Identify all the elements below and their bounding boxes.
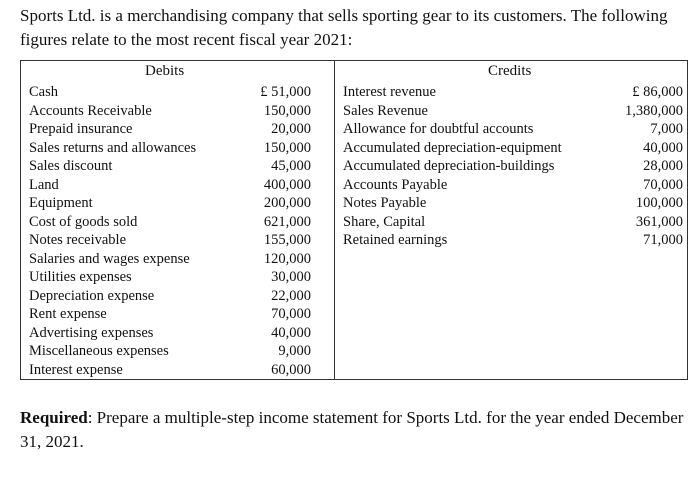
credit-accounts-list: [343, 83, 683, 250]
debit-row: [29, 176, 311, 195]
account-name: Prepaid insurance: [29, 121, 133, 137]
debit-row: [29, 287, 311, 306]
account-amount: £ 86,000: [632, 84, 683, 100]
debit-row: [29, 231, 311, 250]
account-name: Interest revenue: [343, 84, 436, 100]
credit-row: [343, 120, 683, 139]
debit-row: [29, 324, 311, 343]
account-amount: 40,000: [271, 324, 311, 341]
debit-row: [29, 342, 311, 361]
account-name: Equipment: [29, 195, 93, 211]
account-name: Sales Revenue: [343, 102, 428, 119]
account-amount: 621,000: [263, 213, 311, 230]
account-amount: 100,000: [635, 195, 683, 211]
account-name: Sales returns and allowances: [29, 139, 197, 156]
debit-row: [29, 194, 311, 213]
account-amount: 361,000: [635, 213, 683, 230]
account-amount: 40,000: [643, 139, 683, 156]
required-instruction: [20, 406, 692, 454]
account-amount: 155,000: [263, 232, 311, 248]
account-name: Accumulated depreciation-equipment: [343, 139, 562, 156]
account-name: Utilities expenses: [29, 269, 132, 285]
required-text: : Prepare a multiple-step income statement for Sports Ltd. for the year ended December 31, 2021.: [20, 408, 684, 451]
debit-row: [29, 305, 311, 324]
account-name: Notes Payable: [343, 195, 427, 211]
account-amount: 20,000: [271, 121, 311, 137]
debit-row: [29, 102, 311, 121]
credits-header: Credits: [488, 63, 532, 79]
account-amount: 70,000: [643, 176, 683, 193]
account-name: Cash: [29, 84, 58, 100]
account-amount: 70,000: [271, 306, 311, 322]
credit-row: [343, 176, 683, 195]
account-amount: 9,000: [278, 343, 311, 359]
account-name: Accounts Payable: [343, 176, 448, 193]
credit-row: [343, 213, 683, 232]
debit-row: [29, 157, 311, 176]
account-name: Allowance for doubtful accounts: [343, 121, 534, 137]
trial-balance-table: [20, 60, 688, 380]
account-name: Land: [29, 176, 59, 193]
debit-accounts-list: [29, 83, 311, 379]
account-amount: 1,380,000: [625, 102, 683, 119]
account-name: Interest expense: [29, 361, 123, 378]
account-amount: 200,000: [263, 195, 311, 211]
account-name: Notes receivable: [29, 232, 127, 248]
column-divider: [334, 61, 335, 379]
account-name: Depreciation expense: [29, 287, 155, 304]
account-name: Miscellaneous expenses: [29, 343, 169, 359]
account-name: Accounts Receivable: [29, 102, 152, 119]
account-amount: 22,000: [271, 287, 311, 304]
account-amount: 28,000: [643, 158, 683, 174]
account-amount: 71,000: [643, 232, 683, 248]
credit-row: [343, 157, 683, 176]
debit-row: [29, 139, 311, 158]
account-amount: 150,000: [263, 139, 311, 156]
debit-row: [29, 213, 311, 232]
debit-row: [29, 120, 311, 139]
debits-header: Debits: [145, 63, 185, 79]
debit-row: [29, 361, 311, 380]
account-amount: 30,000: [271, 269, 311, 285]
debit-row: [29, 268, 311, 287]
debit-row: [29, 83, 311, 102]
credit-row: [343, 102, 683, 121]
account-name: Cost of goods sold: [29, 213, 138, 230]
account-name: Rent expense: [29, 306, 107, 322]
account-name: Advertising expenses: [29, 324, 154, 341]
account-name: Accumulated depreciation-buildings: [343, 158, 555, 174]
account-name: Share, Capital: [343, 213, 426, 230]
account-amount: 120,000: [263, 250, 311, 267]
account-amount: £ 51,000: [260, 84, 311, 100]
credit-row: [343, 83, 683, 102]
account-amount: 400,000: [263, 176, 311, 193]
problem-intro: Sports Ltd. is a merchandising company that sells sporting gear to its customers. The following figures relate to the most recent fiscal year 2021:: [20, 6, 668, 49]
account-amount: 7,000: [650, 121, 683, 137]
account-amount: 60,000: [271, 361, 311, 378]
required-label: Required: [20, 408, 88, 427]
credit-row: [343, 139, 683, 158]
debit-row: [29, 250, 311, 269]
account-name: Sales discount: [29, 158, 113, 174]
account-amount: 150,000: [263, 102, 311, 119]
credit-row: [343, 231, 683, 250]
account-name: Retained earnings: [343, 232, 448, 248]
credit-row: [343, 194, 683, 213]
account-name: Salaries and wages expense: [29, 250, 190, 267]
account-amount: 45,000: [271, 158, 311, 174]
